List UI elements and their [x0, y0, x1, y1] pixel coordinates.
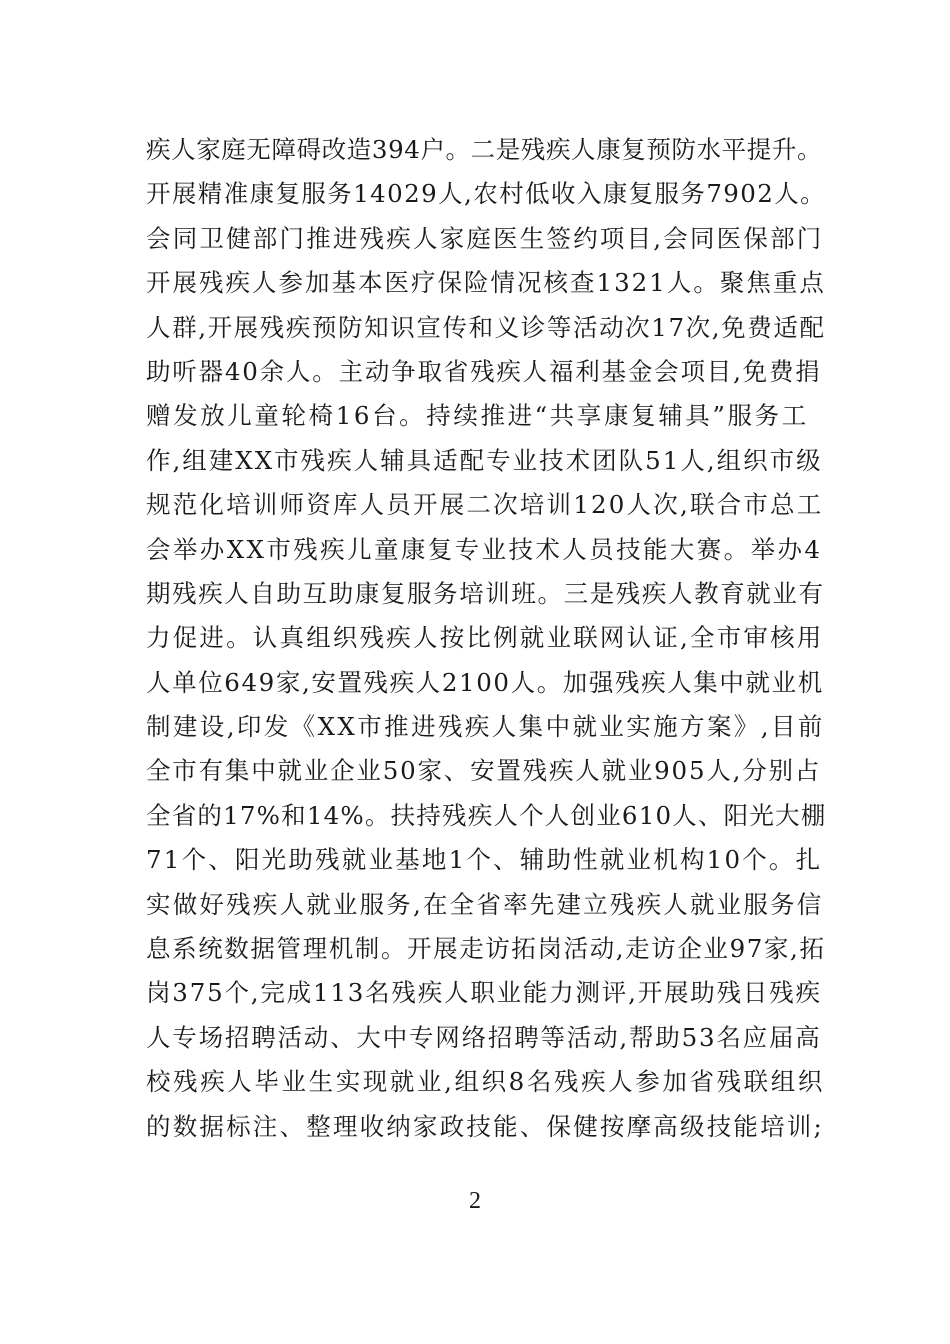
- text-line-21: 人专场招聘活动、大中专网络招聘等活动,帮助53名应届高: [146, 1022, 822, 1052]
- text-line-14: 制建设,印发《XX市推进残疾人集中就业实施方案》,目前: [146, 712, 825, 742]
- text-line-17: 71个、阳光助残就业基地1个、辅助性就业机构10个。扎: [146, 845, 823, 875]
- text-line-6: 助听器40余人。主动争取省残疾人福利基金会项目,免费捐: [146, 356, 822, 386]
- text-line-2: 开展精准康复服务14029人,农村低收入康复服务7902人。: [146, 179, 827, 209]
- text-line-5: 人群,开展残疾预防知识宣传和义诊等活动次17次,免费适配: [146, 312, 826, 342]
- text-line-1: 疾人家庭无障碍改造394户。二是残疾人康复预防水平提升。: [146, 135, 823, 164]
- text-line-12: 力促进。认真组织残疾人按比例就业联网认证,全市审核用: [146, 623, 824, 653]
- body-paragraph: [146, 128, 826, 1149]
- text-line-16: 全省的17%和14%。扶持残疾人个人创业610人、阳光大棚: [146, 800, 827, 830]
- text-line-20: 岗375个,完成113名残疾人职业能力测评,开展助残日残疾: [146, 978, 822, 1008]
- text-line-4: 开展残疾人参加基本医疗保险情况核查1321人。聚焦重点: [146, 268, 826, 298]
- text-line-3: 会同卫健部门推进残疾人家庭医生签约项目,会同医保部门: [146, 223, 824, 253]
- text-line-7: 赠发放儿童轮椅16台。持续推进“共享康复辅具”服务工: [146, 401, 809, 431]
- text-line-10: 会举办XX市残疾儿童康复专业技术人员技能大赛。举办4: [146, 534, 823, 564]
- text-line-18: 实做好残疾人就业服务,在全省率先建立残疾人就业服务信: [146, 889, 824, 919]
- text-line-11: 期残疾人自助互助康复服务培训班。三是残疾人教育就业有: [146, 578, 825, 608]
- text-line-13: 人单位649家,安置残疾人2100人。加强残疾人集中就业机: [146, 667, 824, 697]
- text-line-15: 全市有集中就业企业50家、安置残疾人就业905人,分别占: [146, 756, 822, 786]
- text-line-8: 作,组建XX市残疾人辅具适配专业技术团队51人,组织市级: [146, 445, 823, 475]
- text-line-22: 校残疾人毕业生实现就业,组织8名残疾人参加省残联组织: [146, 1067, 825, 1097]
- text-line-19: 息系统数据管理机制。开展走访拓岗活动,走访企业97家,拓: [146, 934, 826, 964]
- text-line-9: 规范化培训师资库人员开展二次培训120人次,联合市总工: [146, 490, 824, 520]
- text-line-23: 的数据标注、整理收纳家政技能、保健按摩高级技能培训;: [146, 1111, 824, 1141]
- page-number: 2: [469, 1188, 481, 1214]
